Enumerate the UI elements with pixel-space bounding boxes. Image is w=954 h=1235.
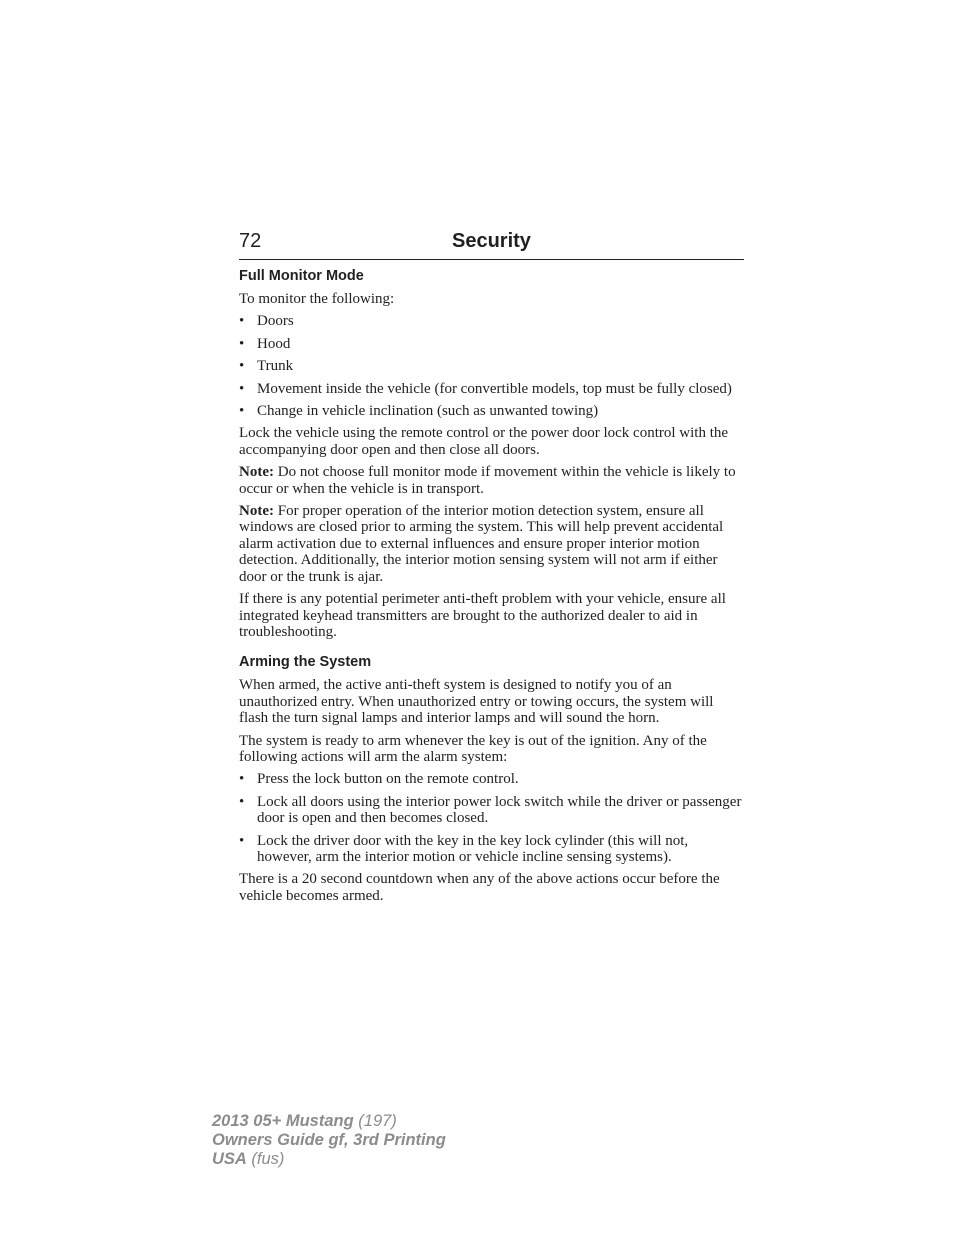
heading-arming-the-system: Arming the System bbox=[239, 654, 372, 671]
footer-line-1 bbox=[212, 1112, 446, 1131]
note-text: For proper operation of the interior motion detection system, ensure all windows are closed prior to arming the system. This will help prevent accidental alarm activation due to external influences and ensure proper interior motion detection. Additionally, the interior motion sensing system will not arm if either door or the trunk is ajar. bbox=[239, 503, 724, 585]
monitor-list bbox=[239, 313, 744, 419]
monitor-intro: To monitor the following: bbox=[239, 291, 395, 307]
list-item: • Doors bbox=[239, 313, 744, 329]
list-item: • Lock all doors using the interior power lock switch while the driver or passenger door is open and then becomes closed. bbox=[239, 794, 744, 827]
note-label: Note: bbox=[239, 503, 274, 520]
list-item: • Press the lock button on the remote control. bbox=[239, 771, 744, 787]
note-motion-detection bbox=[239, 503, 744, 585]
list-item: • Hood bbox=[239, 336, 744, 352]
arming-paragraph-1: When armed, the active anti-theft system is designed to notify you of an unauthorized entry. When unauthorized entry or towing occurs, the system will flash the turn signal lamps and interior lamps and will sound the horn. bbox=[239, 677, 714, 727]
section-title: Security bbox=[452, 230, 531, 252]
footer-model: 2013 05+ Mustang bbox=[212, 1112, 354, 1130]
list-item: • Change in vehicle inclination (such as unwanted towing) bbox=[239, 403, 744, 419]
footer-model-code: (197) bbox=[353, 1112, 397, 1130]
page-number: 72 bbox=[239, 230, 262, 252]
note-label: Note: bbox=[239, 464, 274, 481]
footer-line-3 bbox=[212, 1150, 446, 1169]
footer-market: USA bbox=[212, 1150, 247, 1168]
arming-paragraph-3: There is a 20 second countdown when any of the above actions occur before the vehicle becomes armed. bbox=[239, 871, 720, 904]
list-item: • Trunk bbox=[239, 358, 744, 374]
page-header bbox=[239, 228, 744, 260]
document-footer bbox=[212, 1112, 446, 1169]
footer-market-code: (fus) bbox=[246, 1150, 285, 1168]
lock-instruction: Lock the vehicle using the remote control or the power door lock control with the accompanying door open and then close all doors. bbox=[239, 425, 729, 458]
arming-paragraph-2: The system is ready to arm whenever the key is out of the ignition. Any of the following actions will arm the alarm system: bbox=[239, 732, 707, 765]
perimeter-paragraph: If there is any potential perimeter anti-theft problem with your vehicle, ensure all integrated keyhead transmitters are brought to the authorized dealer to aid in troubleshooting. bbox=[239, 591, 726, 640]
heading-full-monitor-mode: Full Monitor Mode bbox=[239, 268, 364, 284]
note-text: Do not choose full monitor mode if movement within the vehicle is likely to occur or when the vehicle is in transport. bbox=[239, 464, 736, 497]
footer-line-2 bbox=[212, 1131, 446, 1150]
list-item: • Lock the driver door with the key in the key lock cylinder (this will not, however, arm the interior motion or vehicle incline sensing systems). bbox=[239, 833, 744, 866]
footer-guide: Owners Guide gf, 3rd Printing bbox=[212, 1131, 446, 1149]
list-item: • Movement inside the vehicle (for convertible models, top must be fully closed) bbox=[239, 381, 744, 397]
arming-actions-list bbox=[239, 771, 744, 865]
note-movement bbox=[239, 464, 744, 497]
page-content bbox=[239, 267, 744, 910]
